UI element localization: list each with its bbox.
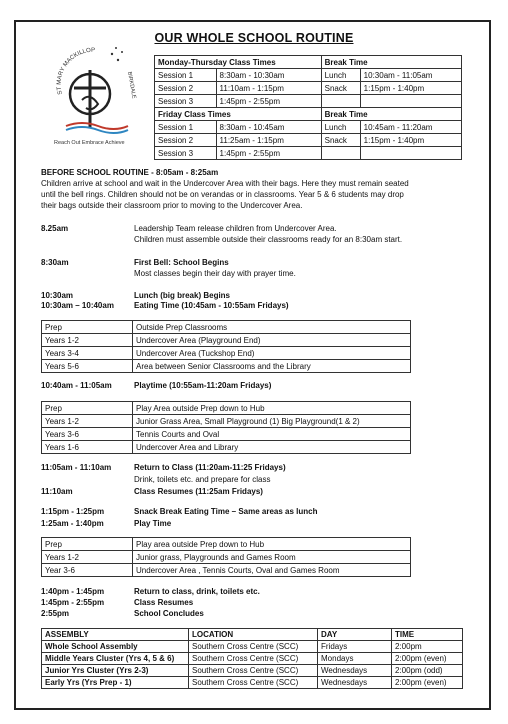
logo-motto: Reach Out Embrace Achieve <box>54 140 125 146</box>
table-cell: 1:15pm - 1:40pm <box>360 82 461 95</box>
mt-header: Monday-Thursday Class Times <box>155 56 322 69</box>
table-cell: Prep <box>42 402 133 415</box>
schedule-heading: Return to Class (11:20am-11:25 Fridays) <box>134 463 286 472</box>
table-cell: Session 1 <box>155 121 217 134</box>
table-cell: Years 3-4 <box>42 347 133 360</box>
table-cell: Early Yrs (Yrs Prep - 1) <box>42 677 189 689</box>
table-cell: Session 1 <box>155 69 217 82</box>
schedule-heading: Return to class, drink, toilets etc. <box>134 587 260 596</box>
table-cell: Years 1-2 <box>42 334 133 347</box>
table-cell: Play area outside Prep down to Hub <box>133 538 411 551</box>
schedule-heading: Class Resumes (11:25am Fridays) <box>134 487 263 496</box>
table-row <box>155 95 462 108</box>
table-row <box>42 677 463 689</box>
table-header-row <box>42 629 463 641</box>
table-row <box>42 360 411 373</box>
table-row <box>42 441 411 454</box>
time-label: 1:25am - 1:40pm <box>41 519 104 528</box>
table-cell: Southern Cross Centre (SCC) <box>189 641 318 653</box>
schedule-text: Leadership Team release children from Undercover Area. <box>134 224 337 233</box>
table-cell: Junior Grass Area, Small Playground (1) Big Playground(1 & 2) <box>133 415 411 428</box>
table-row <box>42 665 463 677</box>
table-cell: Southern Cross Centre (SCC) <box>189 677 318 689</box>
table-cell: Wednesdays <box>318 665 392 677</box>
table-cell: Play Area outside Prep down to Hub <box>133 402 411 415</box>
table-cell: 11:10am - 1:15pm <box>216 82 321 95</box>
assembly-table <box>41 628 463 689</box>
before-line: their bags outside their classroom prior to moving to the Undercover Area. <box>41 201 303 210</box>
table-cell <box>321 147 360 160</box>
table-row <box>42 415 411 428</box>
table-row <box>155 147 462 160</box>
table-cell: DAY <box>318 629 392 641</box>
schedule-text: Drink, toilets etc. and prepare for class <box>134 475 271 484</box>
before-heading: BEFORE SCHOOL ROUTINE - 8:05am - 8:25am <box>41 168 219 177</box>
table-row <box>42 641 463 653</box>
table-row <box>42 653 463 665</box>
time-label: 1:15pm - 1:25pm <box>41 507 105 516</box>
table-cell: Lunch <box>321 69 360 82</box>
table-cell: 2:00pm (even) <box>392 677 463 689</box>
table-cell: 2:00pm (odd) <box>392 665 463 677</box>
page-title: OUR WHOLE SCHOOL ROUTINE <box>154 31 354 45</box>
schedule-heading: Playtime (10:55am-11:20am Fridays) <box>134 381 272 390</box>
table-cell: Undercover Area and Library <box>133 441 411 454</box>
snack-areas-table <box>41 537 411 577</box>
fri-break-header: Break Time <box>321 108 461 121</box>
table-cell: Years 5-6 <box>42 360 133 373</box>
table-cell: Middle Years Cluster (Yrs 4, 5 & 6) <box>42 653 189 665</box>
table-cell: Undercover Area (Playground End) <box>133 334 411 347</box>
schedule-text: Most classes begin their day with prayer time. <box>134 269 296 278</box>
fri-header: Friday Class Times <box>155 108 322 121</box>
table-row <box>42 402 411 415</box>
table-cell <box>321 95 360 108</box>
table-cell: 8:30am - 10:45am <box>216 121 321 134</box>
table-cell: Undercover Area , Tennis Courts, Oval and Games Room <box>133 564 411 577</box>
table-cell: Years 1-2 <box>42 551 133 564</box>
time-label: 10:30am <box>41 291 74 300</box>
table-cell: 10:30am - 11:05am <box>360 69 461 82</box>
time-label: 2:55pm <box>41 609 70 618</box>
table-cell: Tennis Courts and Oval <box>133 428 411 441</box>
time-label: 1:40pm - 1:45pm <box>41 587 105 596</box>
table-row <box>155 134 462 147</box>
time-label: 10:30am – 10:40am <box>41 301 114 310</box>
play-areas-table <box>41 401 411 454</box>
table-cell: Year 3-6 <box>42 564 133 577</box>
schedule-heading: Snack Break Eating Time – Same areas as lunch <box>134 507 318 516</box>
eating-areas-table <box>41 320 411 373</box>
table-cell: Junior grass, Playgrounds and Games Room <box>133 551 411 564</box>
time-label: 10:40am - 11:05am <box>41 381 112 390</box>
table-cell: Years 1-6 <box>42 441 133 454</box>
schedule-heading: School Concludes <box>134 609 204 618</box>
table-cell: 2:00pm (even) <box>392 653 463 665</box>
time-label: 11:05am - 11:10am <box>41 463 112 472</box>
table-row <box>155 82 462 95</box>
table-cell: Outside Prep Classrooms <box>133 321 411 334</box>
table-cell: Southern Cross Centre (SCC) <box>189 665 318 677</box>
table-cell <box>360 95 461 108</box>
class-times-table <box>154 55 462 160</box>
table-row <box>42 538 411 551</box>
table-row <box>42 564 411 577</box>
table-cell: Southern Cross Centre (SCC) <box>189 653 318 665</box>
table-cell: Session 2 <box>155 134 217 147</box>
table-cell: ASSEMBLY <box>42 629 189 641</box>
logo-arc-text: ST MARY MACKILLOP <box>56 47 96 95</box>
table-cell: Snack <box>321 134 360 147</box>
table-row <box>42 321 411 334</box>
table-cell: LOCATION <box>189 629 318 641</box>
table-cell: Mondays <box>318 653 392 665</box>
before-line: Children arrive at school and wait in the Undercover Area with their bags. Here they must remain seated <box>41 179 409 188</box>
table-cell: TIME <box>392 629 463 641</box>
time-label: 8.25am <box>41 224 69 233</box>
table-cell: 1:45pm - 2:55pm <box>216 147 321 160</box>
break-header: Break Time <box>321 56 461 69</box>
table-cell: Whole School Assembly <box>42 641 189 653</box>
time-label: 11:10am <box>41 487 73 496</box>
table-cell: 10:45am - 11:20am <box>360 121 461 134</box>
table-cell: Session 3 <box>155 95 217 108</box>
table-cell: Junior Yrs Cluster (Yrs 2-3) <box>42 665 189 677</box>
table-cell: Prep <box>42 538 133 551</box>
school-logo <box>52 42 138 150</box>
table-cell: Fridays <box>318 641 392 653</box>
schedule-heading: Play Time <box>134 519 172 528</box>
schedule-heading: Eating Time (10:45am - 10:55am Fridays) <box>134 301 289 310</box>
time-label: 1:45pm - 2:55pm <box>41 598 105 607</box>
before-line: until the bell rings. Children should not be on verandas or in classrooms. Year 5 & 6 students may drop <box>41 190 404 199</box>
table-cell: 2:00pm <box>392 641 463 653</box>
table-row <box>155 69 462 82</box>
table-cell: Snack <box>321 82 360 95</box>
logo-side-text: BIRKDALE <box>126 71 137 100</box>
table-cell: Undercover Area (Tuckshop End) <box>133 347 411 360</box>
table-cell: Wednesdays <box>318 677 392 689</box>
schedule-heading: Class Resumes <box>134 598 194 607</box>
table-row <box>42 334 411 347</box>
table-cell: 1:15pm - 1:40pm <box>360 134 461 147</box>
schedule-heading: Lunch (big break) Begins <box>134 291 231 300</box>
table-cell: Years 3-6 <box>42 428 133 441</box>
table-cell <box>360 147 461 160</box>
table-cell: Prep <box>42 321 133 334</box>
table-cell: Session 2 <box>155 82 217 95</box>
table-cell: 11:25am - 1:15pm <box>216 134 321 147</box>
schedule-text: Children must assemble outside their classrooms ready for an 8:30am start. <box>134 235 403 244</box>
table-row <box>155 121 462 134</box>
time-label: 8:30am <box>41 258 69 267</box>
schedule-heading: First Bell: School Begins <box>134 258 229 267</box>
table-row <box>155 56 462 69</box>
table-cell: Area between Senior Classrooms and the Library <box>133 360 411 373</box>
table-cell: 8:30am - 10:30am <box>216 69 321 82</box>
table-cell: Years 1-2 <box>42 415 133 428</box>
table-row <box>42 551 411 564</box>
table-row <box>42 428 411 441</box>
table-cell: Lunch <box>321 121 360 134</box>
table-row <box>155 108 462 121</box>
table-row <box>42 347 411 360</box>
table-cell: 1:45pm - 2:55pm <box>216 95 321 108</box>
table-cell: Session 3 <box>155 147 217 160</box>
